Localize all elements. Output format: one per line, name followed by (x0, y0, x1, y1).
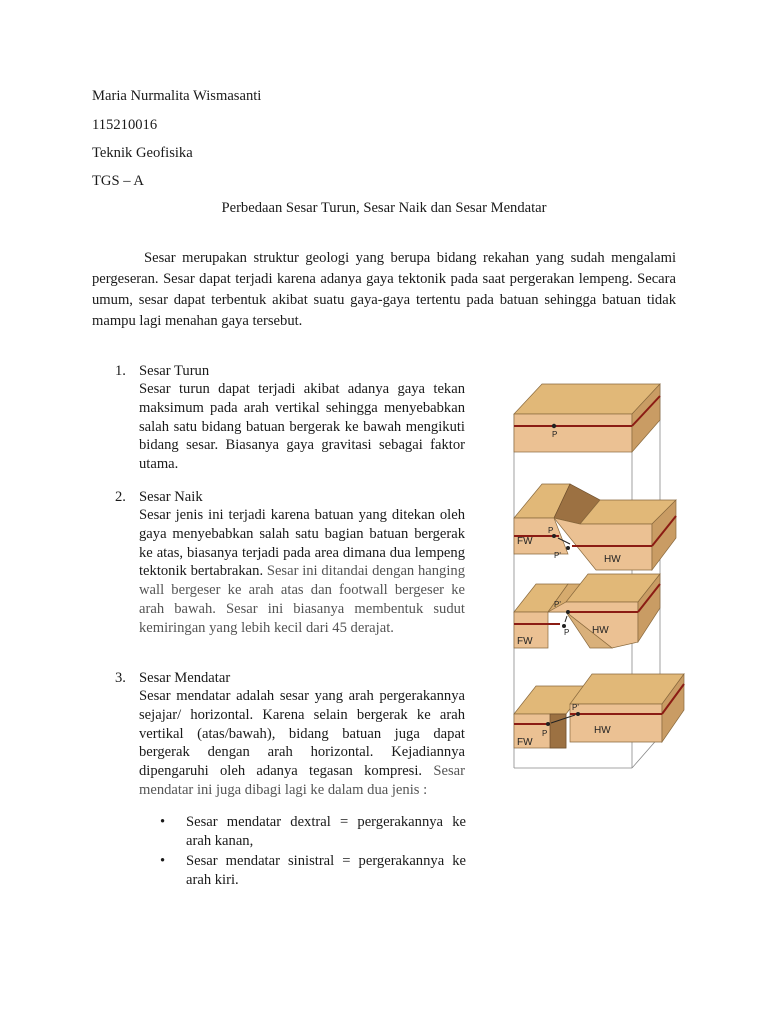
footwall-label: FW (517, 536, 533, 547)
list-item-text: Sesar mendatar sinistral = pergerakannya ke arah kiri. (186, 853, 466, 888)
intro-paragraph: Sesar merupakan struktur geologi yang berupa bidang rekahan yang sudah mengalami pergeseran. Sesar dapat terjadi karena adanya gaya tektonik pada saat pergerakan lempeng. Secara umum, sesar dapat terbentuk akibat suatu gaya-gaya tertentu pada batuan sehingga batuan tidak mampu lagi menahan gaya tersebut. (92, 250, 676, 329)
student-id: 115210016 (92, 117, 158, 133)
section-2-number: 2. (115, 489, 126, 505)
hanging-wall-label: HW (604, 554, 621, 565)
section-3-body-main: Sesar mendatar adalah sesar yang arah pergerakannya sejajar/ horizontal. Karena selain bergerak ke arah vertikal (atas/bawah), bidang batuan juga dapat bergerak dengan arah horizontal. Kejadiannya dipengaruhi oleh adanya tegasan kompresi. (139, 688, 465, 780)
section-1-body: Sesar turun dapat terjadi akibat adanya gaya tekan maksimum pada arah vertikal sehingga menyebabkan salah satu bidang batuan bergerak ke bawah mengikuti bidang sesar. Biasanya gaya gravitasi sebagai faktor utama. (139, 381, 465, 473)
point-p-label: P (552, 430, 558, 439)
author-name: Maria Nurmalita Wismasanti (92, 88, 262, 104)
hanging-wall-label: HW (594, 725, 611, 736)
list-item (160, 813, 466, 850)
hanging-wall-label: HW (592, 625, 609, 636)
section-2-body (139, 506, 465, 638)
section-3-body-extra: Sesar mendatar ini juga dibagi lagi ke dalam dua jenis : (139, 763, 465, 798)
fault-types-diagram (508, 376, 692, 772)
bullet-icon: • (160, 814, 166, 830)
point-p-label: P (542, 729, 548, 738)
section-2-body-main: Sesar jenis ini terjadi karena batuan yang ditekan oleh gaya menyebabkan salah satu bagian batuan bergerak ke atas, biasanya terjadi pada area dimana dua lempeng tektonik bertabrakan. (139, 507, 465, 580)
document-title: Perbedaan Sesar Turun, Sesar Naik dan Sesar Mendatar (221, 200, 547, 216)
reverse-fault-block (514, 574, 660, 648)
point-p-label: P (564, 628, 570, 637)
assignment-label: TGS – A (92, 173, 144, 189)
list-item-text: Sesar mendatar dextral = pergerakannya ke arah kanan, (186, 814, 466, 849)
unfaulted-block (514, 384, 660, 452)
bullet-icon: • (160, 853, 166, 870)
point-p-label: P (548, 526, 554, 535)
section-2-body-extra: Sesar ini ditandai dengan hanging wall bergeser ke arah atas dan footwall bergeser ke arah bawah. Sesar ini biasanya membentuk sudut kemiringan yang lebih kecil dari 45 derajat. (139, 563, 465, 636)
section-1-heading: Sesar Turun (139, 363, 210, 379)
strike-slip-fault-block (514, 674, 684, 748)
section-3-number: 3. (115, 670, 126, 686)
normal-fault-block (514, 484, 676, 570)
point-p-prime-label: P' (554, 600, 561, 609)
department: Teknik Geofisika (92, 145, 193, 161)
footwall-label: FW (517, 636, 533, 647)
footwall-label: FW (517, 737, 533, 748)
section-1-number: 1. (115, 363, 126, 379)
strike-slip-types-list (160, 813, 466, 891)
point-p-prime-label: P' (554, 551, 561, 560)
point-p-prime-label: P' (572, 703, 579, 712)
list-item (160, 852, 466, 889)
section-3-heading: Sesar Mendatar (139, 670, 231, 686)
section-3-body (139, 687, 465, 800)
section-2-heading: Sesar Naik (139, 489, 203, 505)
